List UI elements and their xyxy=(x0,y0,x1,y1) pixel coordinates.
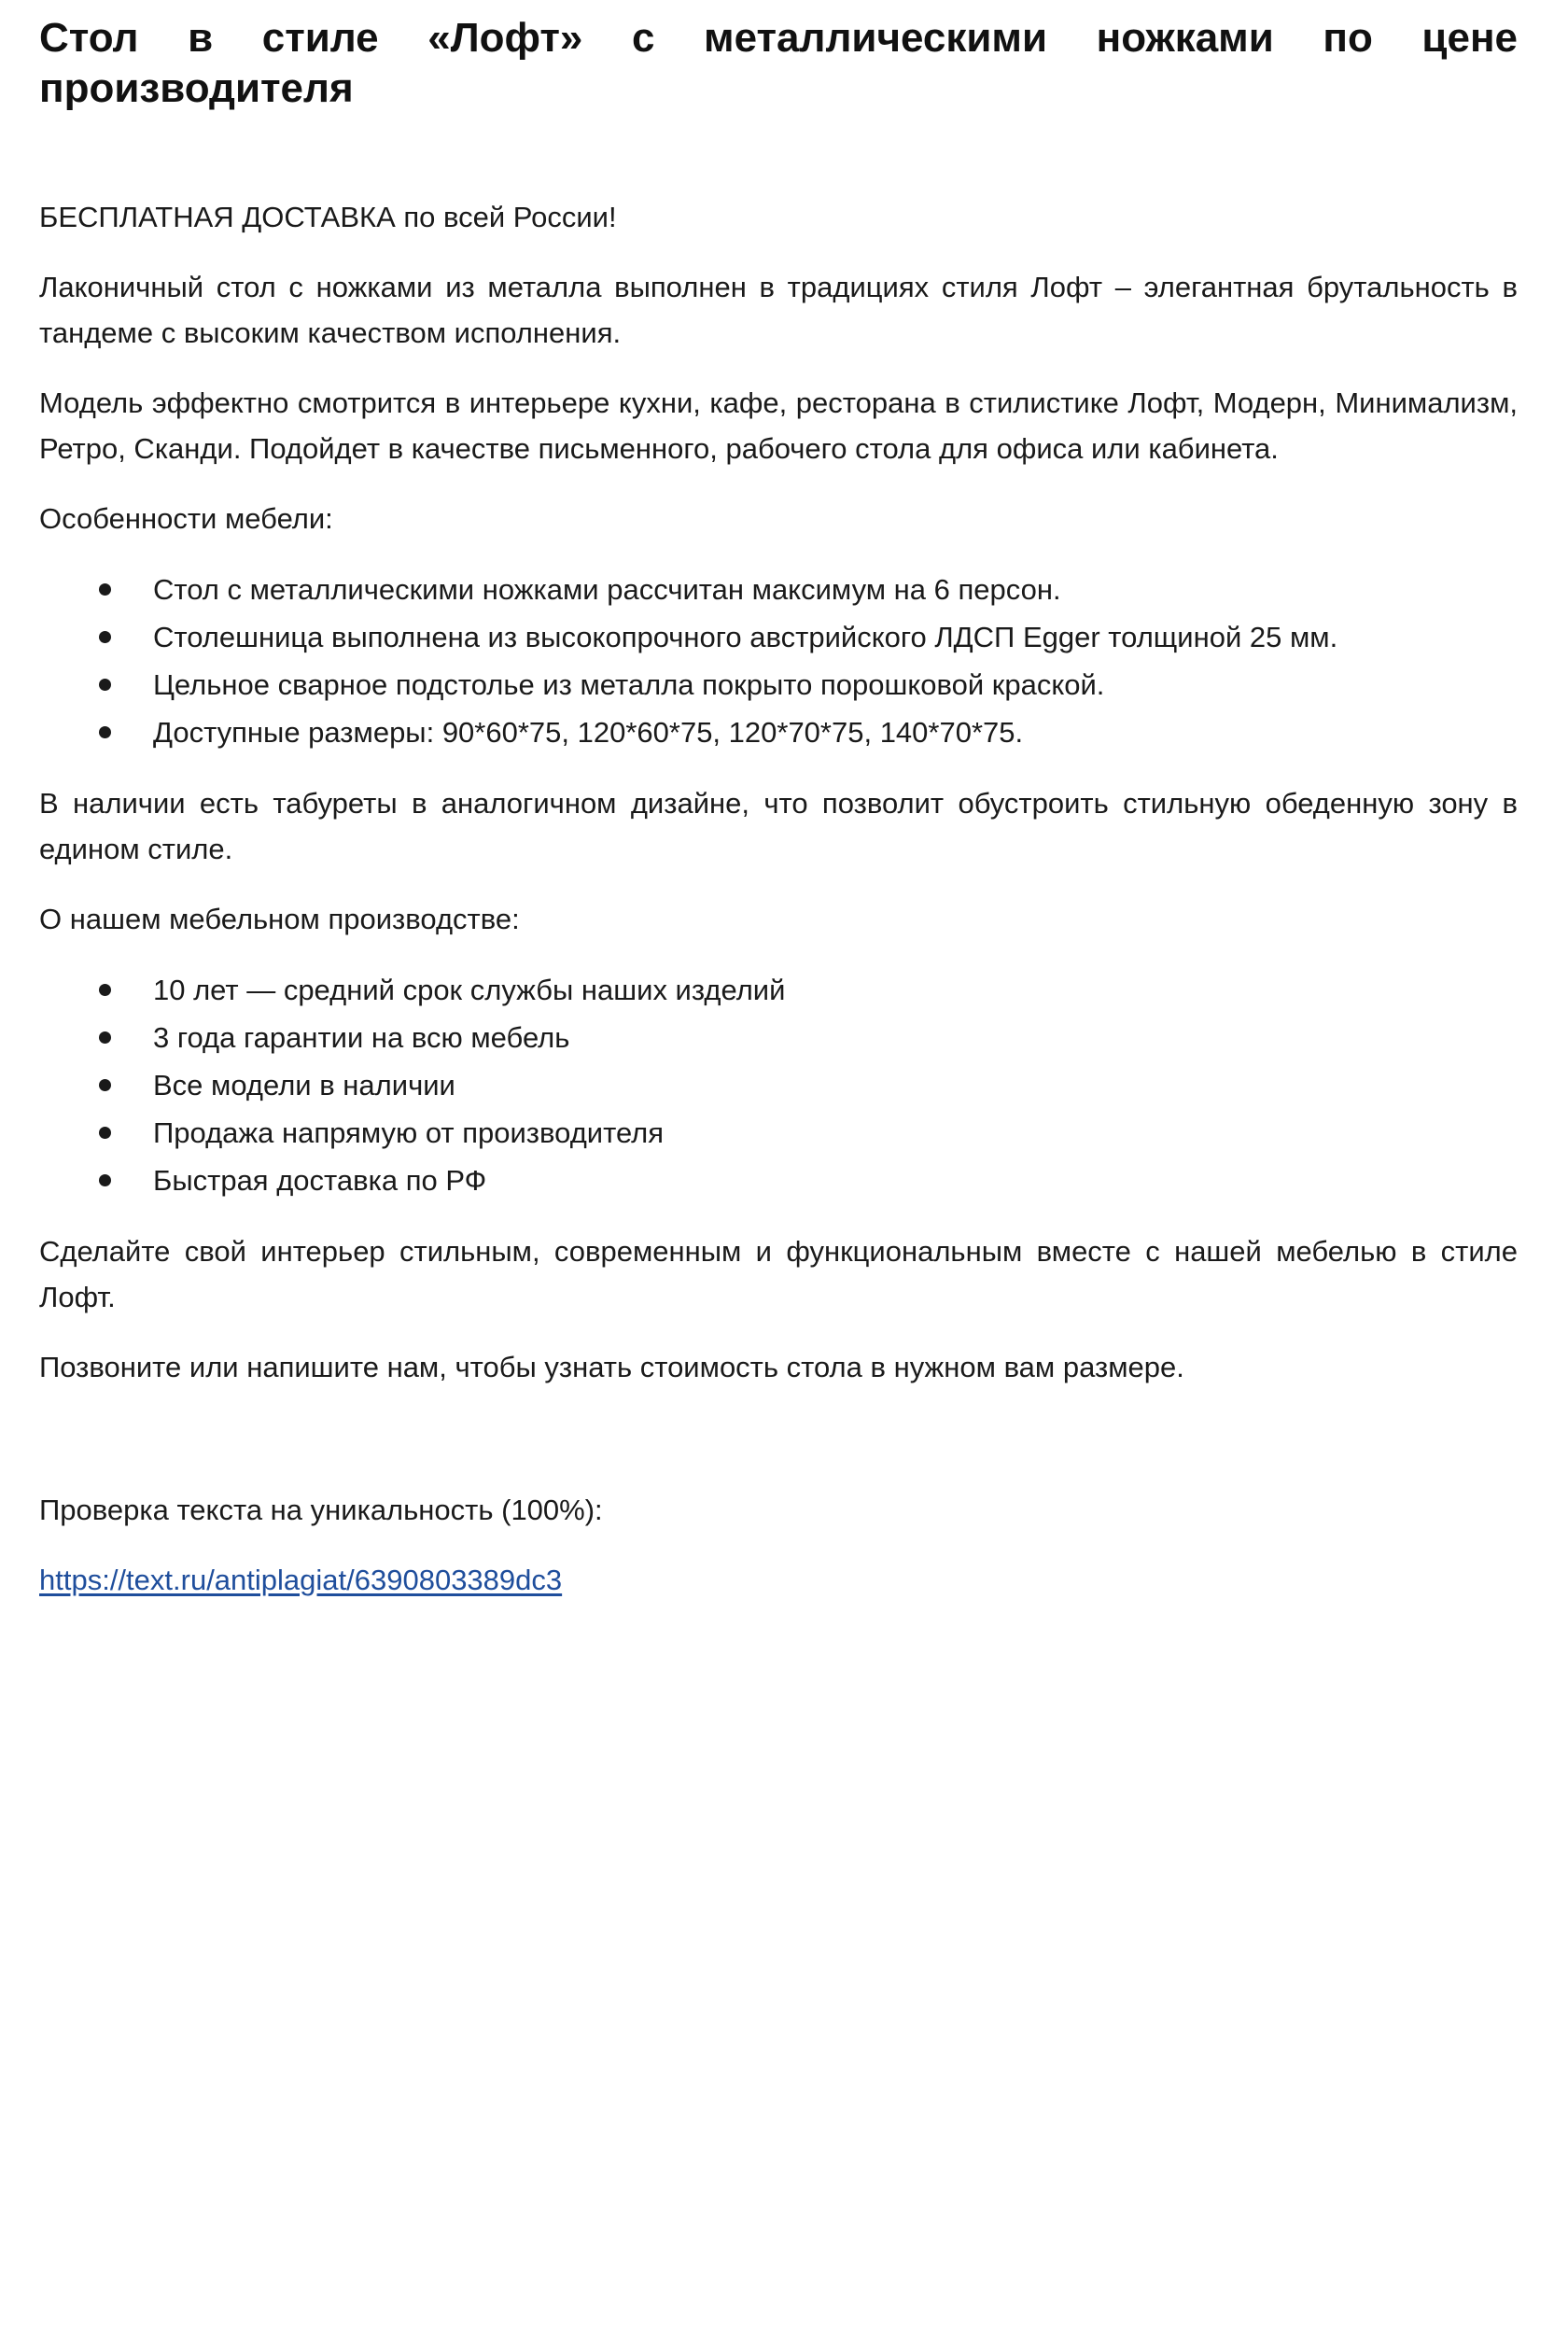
list-item xyxy=(39,966,1518,1014)
closing-paragraph-2: Позвоните или напишите нам, чтобы узнать стоимость стола в нужном вам размере. xyxy=(39,1351,1184,1383)
document-title: Стол в стиле «Лофт» с металлическими ножками по цене производителя xyxy=(39,15,1518,111)
bullet-icon xyxy=(99,1174,111,1186)
list-item xyxy=(39,709,1518,756)
bullet-icon xyxy=(99,1127,111,1139)
list-item xyxy=(39,566,1518,613)
list-item xyxy=(39,661,1518,709)
uniqueness-label: Проверка текста на уникальность (100%): xyxy=(39,1494,603,1526)
list-item-text: Быстрая доставка по РФ xyxy=(153,1164,487,1197)
availability-paragraph: В наличии есть табуреты в аналогичном дизайне, что позволит обустроить стильную обеденную зону в едином стиле. xyxy=(39,787,1518,865)
list-item-text: 3 года гарантии на всю мебель xyxy=(153,1021,570,1054)
list-item xyxy=(39,1109,1518,1157)
list-item xyxy=(39,613,1518,661)
list-item xyxy=(39,1157,1518,1204)
document-page xyxy=(39,13,1518,1603)
uniqueness-link-paragraph xyxy=(39,1557,1518,1603)
production-heading: О нашем мебельном производстве: xyxy=(39,903,520,935)
uniqueness-link[interactable]: https://text.ru/antiplagiat/6390803389dc3 xyxy=(39,1564,563,1596)
closing-paragraph-1: Сделайте свой интерьер стильным, современным и функциональным вместе с нашей мебелью в стиле Лофт. xyxy=(39,1235,1518,1313)
list-item-text: Столешница выполнена из высокопрочного австрийского ЛДСП Egger толщиной 25 мм. xyxy=(153,621,1338,653)
bullet-icon xyxy=(99,679,111,691)
list-item-text: 10 лет — средний срок службы наших изделий xyxy=(153,974,786,1006)
list-item-text: Стол с металлическими ножками рассчитан максимум на 6 персон. xyxy=(153,573,1061,606)
bullet-icon xyxy=(99,631,111,643)
list-item-text: Цельное сварное подстолье из металла покрыто порошковой краской. xyxy=(153,668,1105,701)
list-item xyxy=(39,1014,1518,1061)
bullet-icon xyxy=(99,1031,111,1044)
production-list xyxy=(39,966,1518,1204)
features-heading: Особенности мебели: xyxy=(39,502,333,535)
free-delivery-text: БЕСПЛАТНАЯ ДОСТАВКА по всей России! xyxy=(39,201,617,233)
description-paragraph-2: Модель эффектно смотрится в интерьере кухни, кафе, ресторана в стилистике Лофт, Модерн, Минимализм, Ретро, Сканди. Подойдет в качестве письменного, рабочего стола для офиса или кабинета. xyxy=(39,386,1518,465)
list-item xyxy=(39,1061,1518,1109)
features-list xyxy=(39,566,1518,756)
bullet-icon xyxy=(99,984,111,996)
list-item-text: Доступные размеры: 90*60*75, 120*60*75, 120*70*75, 140*70*75. xyxy=(153,716,1024,749)
list-item-text: Все модели в наличии xyxy=(153,1069,455,1101)
list-item-text: Продажа напрямую от производителя xyxy=(153,1116,665,1149)
bullet-icon xyxy=(99,1079,111,1091)
bullet-icon xyxy=(99,726,111,738)
description-paragraph-1: Лаконичный стол с ножками из металла выполнен в традициях стиля Лофт – элегантная брутальность в тандеме с высоким качеством исполнения. xyxy=(39,271,1518,349)
bullet-icon xyxy=(99,583,111,596)
